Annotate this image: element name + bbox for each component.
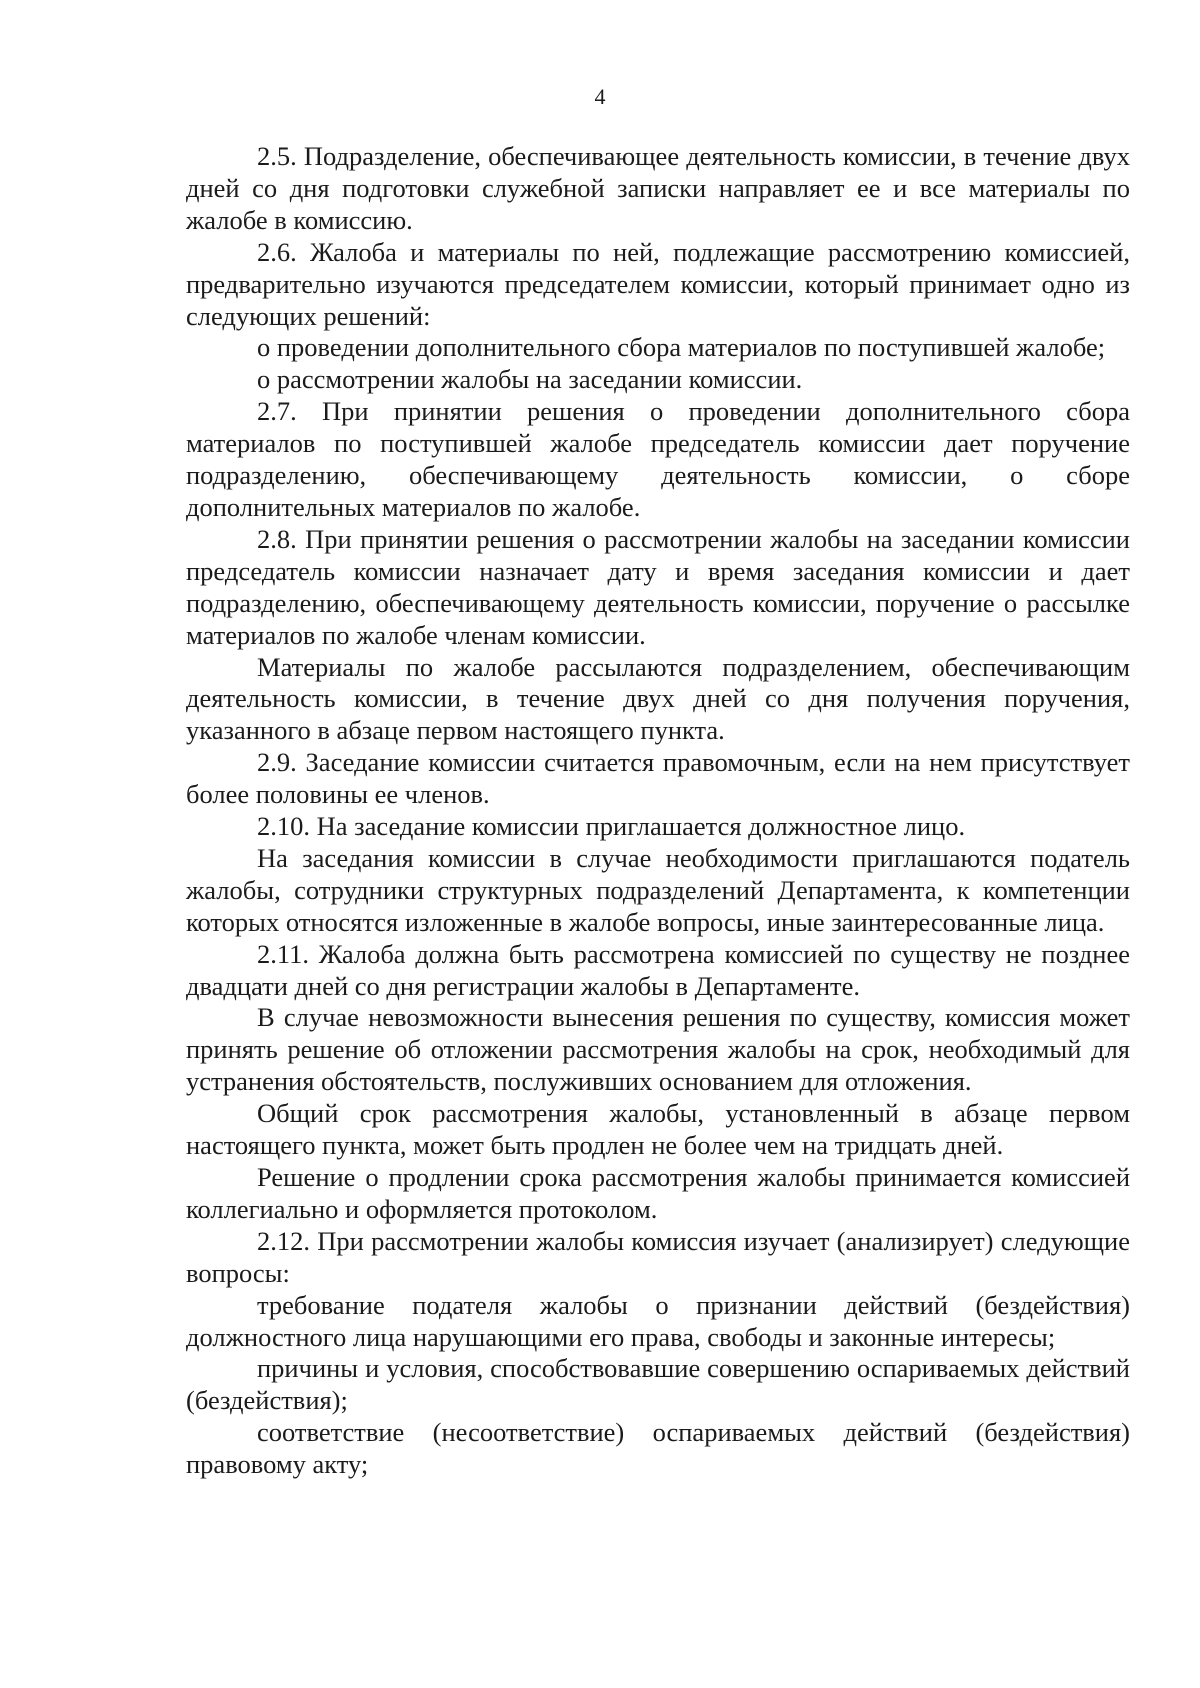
paragraph-2-8: 2.8. При принятии решения о рассмотрении жалобы на заседании комиссии председатель комиссии назначает дату и время заседания комиссии и дает подразделению, обеспечивающему деятельность комиссии, поручение о рассылке материалов по жалобе членам комиссии. [186,523,1130,650]
paragraph-2-6-option-1: о проведении дополнительного сбора материалов по поступившей жалобе; [257,332,1106,363]
paragraph-2-6-option-2: о рассмотрении жалобы на заседании комиссии. [257,364,803,395]
paragraph-2-9: 2.9. Заседание комиссии считается правомочным, если на нем присутствует более половины ее членов. [186,747,1130,810]
paragraph-2-8-continued: Материалы по жалобе рассылаются подразделением, обеспечивающим деятельность комиссии, в течение двух дней со дня получения поручения, указанного в абзаце первом настоящего пункта. [186,651,1130,746]
paragraph-2-11-total-term: Общий срок рассмотрения жалобы, установленный в абзаце первом настоящего пункта, может быть продлен не более чем на тридцать дней. [186,1098,1130,1161]
page-number: 4 [594,84,606,109]
paragraph-2-11-postponement: В случае невозможности вынесения решения по существу, комиссия может принять решение об отложении рассмотрения жалобы на срок, необходимый для устранения обстоятельств, послуживших основанием для отложения. [186,1002,1130,1097]
paragraph-2-12-item-3: соответствие (несоответствие) оспариваемых действий (бездействия) правовому акту; [186,1417,1130,1480]
document-body [186,141,1130,1481]
paragraph-2-7: 2.7. При принятии решения о проведении дополнительного сбора материалов по поступившей жалобе председатель комиссии дает поручение подразделению, обеспечивающему деятельность комиссии, о сборе дополнительных материалов по жалобе. [186,396,1130,522]
paragraph-2-12: 2.12. При рассмотрении жалобы комиссия изучает (анализирует) следующие вопросы: [186,1225,1130,1288]
paragraph-2-11-extension: Решение о продлении срока рассмотрения жалобы принимается комиссией коллегиально и оформляется протоколом. [186,1162,1130,1224]
paragraph-2-12-item-1: требование подателя жалобы о признании действий (бездействия) должностного лица нарушающими его права, свободы и законные интересы; [186,1289,1130,1352]
paragraph-2-12-item-2: причины и условия, способствовавшие совершению оспариваемых действий (бездействия); [186,1353,1130,1416]
paragraph-2-5: 2.5. Подразделение, обеспечивающее деятельность комиссии, в течение двух дней со дня подготовки служебной записки направляет ее и все материалы по жалобе в комиссию. [186,141,1130,235]
paragraph-2-11: 2.11. Жалоба должна быть рассмотрена комиссией по существу не позднее двадцати дней со дня регистрации жалобы в Департаменте. [186,938,1130,1001]
paragraph-2-6: 2.6. Жалоба и материалы по ней, подлежащие рассмотрению комиссией, предварительно изучаются председателем комиссии, который принимает одно из следующих решений: [186,236,1130,331]
paragraph-2-10-continued: На заседания комиссии в случае необходимости приглашаются податель жалобы, сотрудники структурных подразделений Департамента, к компетенции которых относятся изложенные в жалобе вопросы, иные заинтересованные лица. [186,842,1130,937]
paragraph-2-10: 2.10. На заседание комиссии приглашается должностное лицо. [257,811,966,842]
